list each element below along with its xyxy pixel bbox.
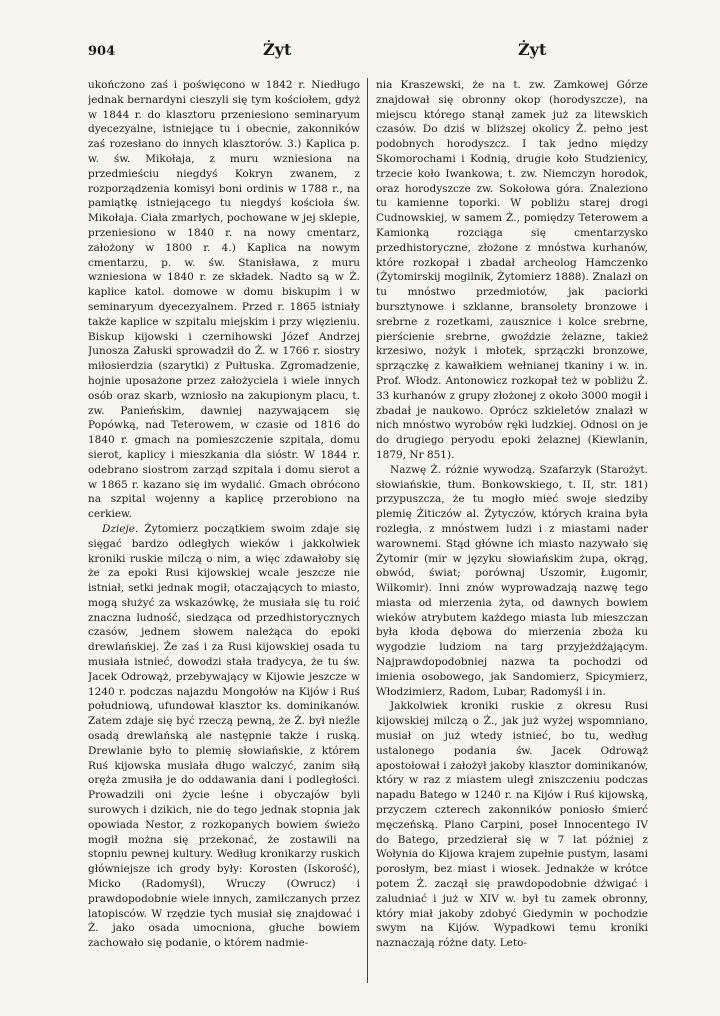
left-paragraph-1: ukończono zaś i poświęcono w 1842 r. Niedługo jednak bernardyni cieszyli się tym kościołem, gdyż w 1844 r. do klasztoru przeniesiono seminaryum dyecezyalne, istniejące tu i obecnie, zakonników zaś rozesłano do innych klasztorów. 3.) Kaplica p. w. św. Mikołaja, z muru wzniesiona na przedmieściu niegdyś Kokryn zwanem, z rozporządzenia komisyi boni ordinis w 1788 r., na pamiątkę istniejącego tu niegdyś kościoła św. Mikołaja. Ciała zmarłych, pochowane w jej sklepie, przeniesiono w 1840 r. na nowy cmentarz, założony w 1800 r. 4.) Kaplica na nowym cmentarzu, p. w. św. Stanisława, z muru wzniesiona w 1840 r. ze składek. Nadto są w Ż. kaplice katol. domowe w domu biskupim i w seminaryum dyecezyalnem. Przed r. 1865 istniały także kaplice w szpitalu miejskim i przy więzieniu. Biskup kijowski i czernihowski Józef Andrzej Junosza Załuski sprowadził do Ż. w 1766 r. siostry miłosierdzia (szarytki) z Pułtuska. Zgromadzenie, hojnie uposażone przez założyciela i wiele innych osób oraz skarb, wzniosło na zakupionym placu, t. zw. Panieńskim, dawniej nazywającem się Popówką, nad Teterowem, w czasie od 1816 do 1840 r. gmach na pomieszczenie szpitala, domu sierot, kaplicy i mieszkania dla sióstr. W 1844 r. odebrano siostrom zarząd szpitala i domu sierot a w 1865 r. kazano się im wydalić. Gmach obrócono na szpital wojenny a kaplicę przerobiono na cerkiew. — [88, 79, 360, 521]
right-paragraph-1: nia Kraszewski, że na t. zw. Zamkowej Górze znajdował się obronny okop (horodyszcze), na miejscu którego stanął zamek już za litewskich czasów. Do dziś w bliższej okolicy Ż. pełno jest podobnych horodyszcz. I tak jedno między Skomorochami i Kodnią, drugie koło Studzienicy, trzecie koło Iwankowa, t. zw. Niemczyn horodok, oraz horodyszcze zw. Sokołowa góra. Znaleziono tu kamienne toporki. W pobliżu starej drogi Cudnowskiej, w samem Ż., pomiędzy Teterowem a Kamionką rozciąga się cmentarzysko przedhistoryczne, złożone z mnóstwa kurhanów, które rozkopał i zbadał archeolog Hamczenko (Żytomirskij mogilnik, Żytomierz 1888). Znalazł on tu mnóstwo przedmiotów, jak paciorki bursztynowe i szklanne, bransolety bronzowe i srebrne z rozetkami, zausznice i kolce srebrne, pierścienie srebrne, gwoździe żelazne, takież krzesiwo, nożyk i młotek, sprzączki bronzowe, sprzączkę z kawałkiem wełnianej tkaniny i w. in. Prof. Włodz. Antonowicz rozkopał też w pobliżu Ż. 33 kurhanów z grupy złożonej z około 3000 mogił i zbadał je naukowo. Oprócz szkieletów znalazł w nich mnóstwo wyrobów ręki ludzkiej. Odnosi on je do drugiego peryodu epoki żelaznej (Kiewlanin, 1879, Nr 851). — [376, 79, 648, 461]
running-head-left: Żyt — [263, 40, 292, 59]
left-paragraph-2-text: Żytomierz początkiem swoim zdaje się sięgać bardzo odległych wieków i jakkolwiek kroniki ruskie milczą o nim, a więc zdawałoby się że za epoki Rusi kijowskiej wcale jeszcze nie istniał, setki jednak mogił, otaczających to miasto, mogą służyć za wskazówkę, że musiała się tu roić znaczna ludność, siedząca od przedhistorycznych czasów, jednem słowem należąca do epoki drewlańskiej. Że zaś i za Rusi kijowskiej osada tu musiała istnieć, dowodzi stała tradycya, że tu św. Jacek Odrowąż, przebywający w Kijowie jeszcze w 1240 r. podczas najazdu Mongołów na Kijów i Ruś południową, ufundował klasztor ks. dominikanów. Zatem zdaje się być rzeczą pewną, że Ż. był nieźle osadą drewlańską ale następnie także i ruską. Drewlanie było to plemię słowiańskie, z którem Ruś kijowska musiała długo walczyć, zanim siłą oręża zmusiła je do oddawania dani i podległości. Prowadzili oni życie leśne i obyczajów byli surowych i dzikich, nie do tego jednak stopnia jak opowiada Nestor, z rozkopanych bowiem świeżo mogił można się przekonać, że zostawili na stopniu pewnej kultury. Według kronikarzy ruskich główniejsze ich grody były: Korosten (Iskorość), Micko (Radomyśl), Wruczy (Owrucz) i prawdopodobnie wiele innych, zamilczanych przez latopisców. W rzędzie tych musiał się znajdować i Ż. jako osada umocniona, głuche bowiem zachowało się podanie, o którem nadmie- — [88, 522, 360, 950]
right-paragraph-3: Jakkolwiek kroniki ruskie z okresu Rusi kijowskiej milczą o Ż., jak już wyżej wspomniano, musiał on już wtedy istnieć, bo tu, według ustalonego podania św. Jacek Odrowąż apostołował i założył jakoby klasztor dominikanów, który w raz z miastem uległ zniszczeniu podczas napadu Batego w 1240 r. na Kijów i Ruś kijowską, przyczem czterech zakonników poniosło śmierć męczeńską. Plano Carpini, poseł Innocentego IV do Batego, przedzierał się w 7 lat później z Wołynia do Kijowa krajem zupełnie pustym, lasami porosłym, bez miast i wiosek. Jednakże w krótce potem Ż. zaczął się prawdopodobnie dźwigać i zaludniać i już w XIV w. był tu zamek obronny, który miał jakoby zdobyć Giedymin w pochodzie swym na Kijów. Wypadkowi temu kroniki naznaczają różne daty. Leto- — [376, 700, 648, 950]
page-number: 904 — [88, 44, 116, 59]
left-column — [88, 78, 360, 983]
section-lead-dzieje: Dzieje. — [102, 522, 139, 535]
running-head-right: Żyt — [518, 40, 547, 59]
right-paragraph-2: Nazwę Ż. różnie wywodzą. Szafarzyk (Starożyt. słowiańskie, tłum. Bonkowskiego, t. II, str. 181) przypuszcza, że tu mogło mieć swoje siedziby plemię Żiticzów al. Żytyczów, których kraina była rozległa, z mnóstwem ludzi i z miastami nader warownemi. Stąd główne ich miasto nazywało się Żytomir (mir w języku słowiańskim żupa, okrąg, obwód, świat; porównaj Uszomir, Ługomir, Wilkomir). Inni znów wyprowadzają nazwę tego miasta od mierzenia żyta, od dawnych bowiem wieków atrybutem każdego miasta lub mieszczan była kłoda dębowa do mierzenia zboża ku wygodzie ludziom na targ przyjeżdżającym. Najprawdopodobniej nazwa ta pochodzi od imienia osobowego, jak Sandomierz, Spicymierz, Włodzimierz, Radom, Lubar, Radomyśl i in. — [376, 463, 648, 698]
text-columns — [88, 78, 648, 990]
left-paragraph-2 — [88, 522, 360, 951]
right-column — [376, 78, 648, 983]
column-divider — [367, 78, 368, 983]
page-header — [88, 34, 648, 64]
